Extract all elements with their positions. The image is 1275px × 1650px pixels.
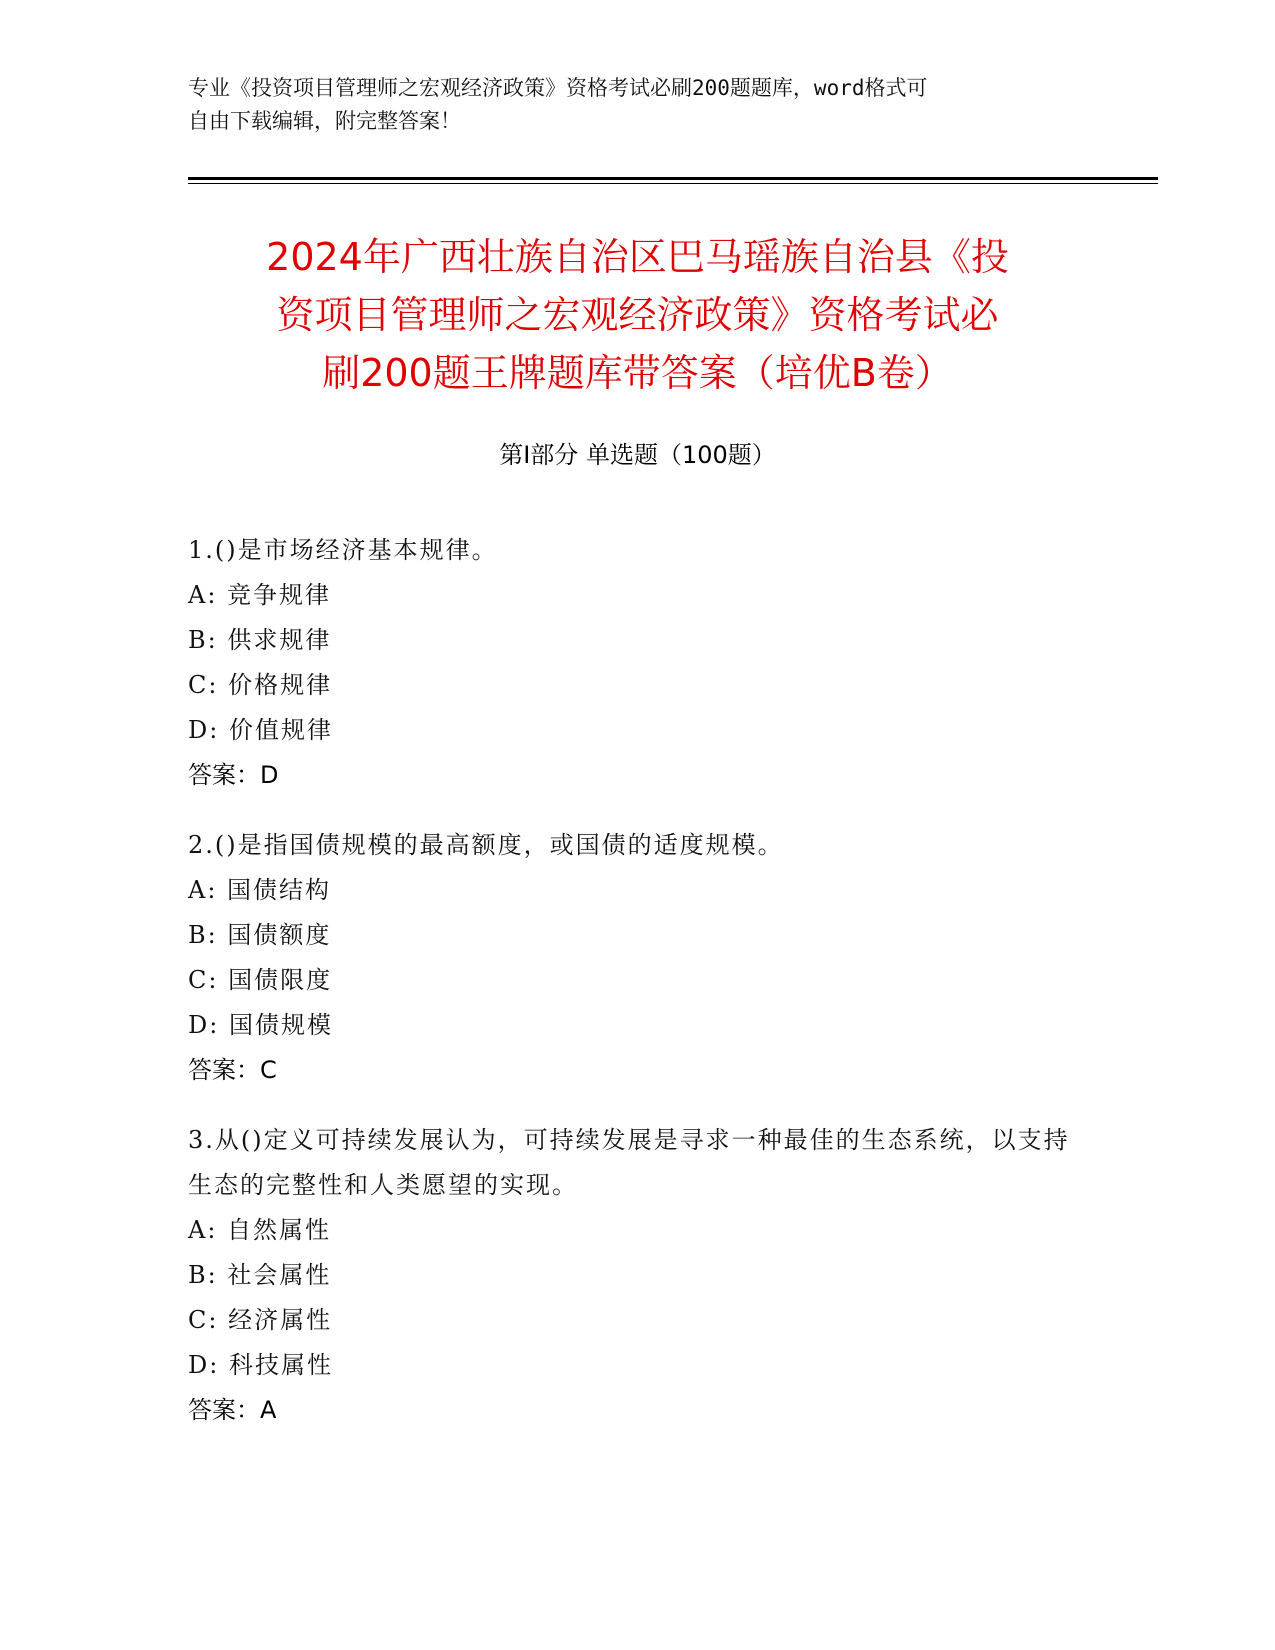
document-title-line-3: 刷200题王牌题库带答案（培优B卷） [322, 351, 953, 395]
header-note-line-1: 专业《投资项目管理师之宏观经济政策》资格考试必刷200题题库，word格式可 [188, 76, 928, 100]
answer: 答案：D [188, 761, 279, 789]
option-c: C: 经济属性 [188, 1306, 333, 1334]
option-a: A: 竞争规律 [188, 581, 332, 609]
option-a: A: 国债结构 [188, 876, 332, 904]
question-1 [188, 528, 1088, 798]
option-b: B: 社会属性 [188, 1261, 332, 1289]
answer: 答案：A [188, 1396, 277, 1424]
question-stem: 3.从()定义可持续发展认为，可持续发展是寻求一种最佳的生态系统，以支持生态的完整性和人类愿望的实现。 [188, 1126, 1070, 1199]
document-title-line-1: 2024年广西壮族自治区巴马瑶族自治县《投 [266, 235, 1009, 279]
header-note-line-2: 自由下载编辑，附完整答案！ [188, 109, 461, 133]
section-heading: 第Ⅰ部分 单选题（100题） [499, 441, 776, 469]
option-c: C: 国债限度 [188, 966, 333, 994]
question-stem: 2.()是指国债规模的最高额度，或国债的适度规模。 [188, 831, 784, 859]
option-d: D: 国债规模 [188, 1011, 333, 1039]
option-b: B: 供求规律 [188, 626, 332, 654]
question-2 [188, 823, 1088, 1093]
document-title [150, 228, 1125, 402]
question-list [188, 528, 1088, 1458]
option-a: A: 自然属性 [188, 1216, 332, 1244]
option-d: D: 科技属性 [188, 1351, 333, 1379]
header-note [188, 72, 1088, 138]
header-divider-thick [188, 177, 1158, 180]
option-b: B: 国债额度 [188, 921, 332, 949]
question-3 [188, 1118, 1088, 1433]
option-d: D: 价值规律 [188, 716, 333, 744]
answer: 答案：C [188, 1056, 277, 1084]
header-divider-thin [188, 183, 1158, 184]
question-stem: 1.()是市场经济基本规律。 [188, 536, 498, 564]
option-c: C: 价格规律 [188, 671, 333, 699]
document-title-line-2: 资项目管理师之宏观经济政策》资格考试必 [276, 293, 999, 337]
